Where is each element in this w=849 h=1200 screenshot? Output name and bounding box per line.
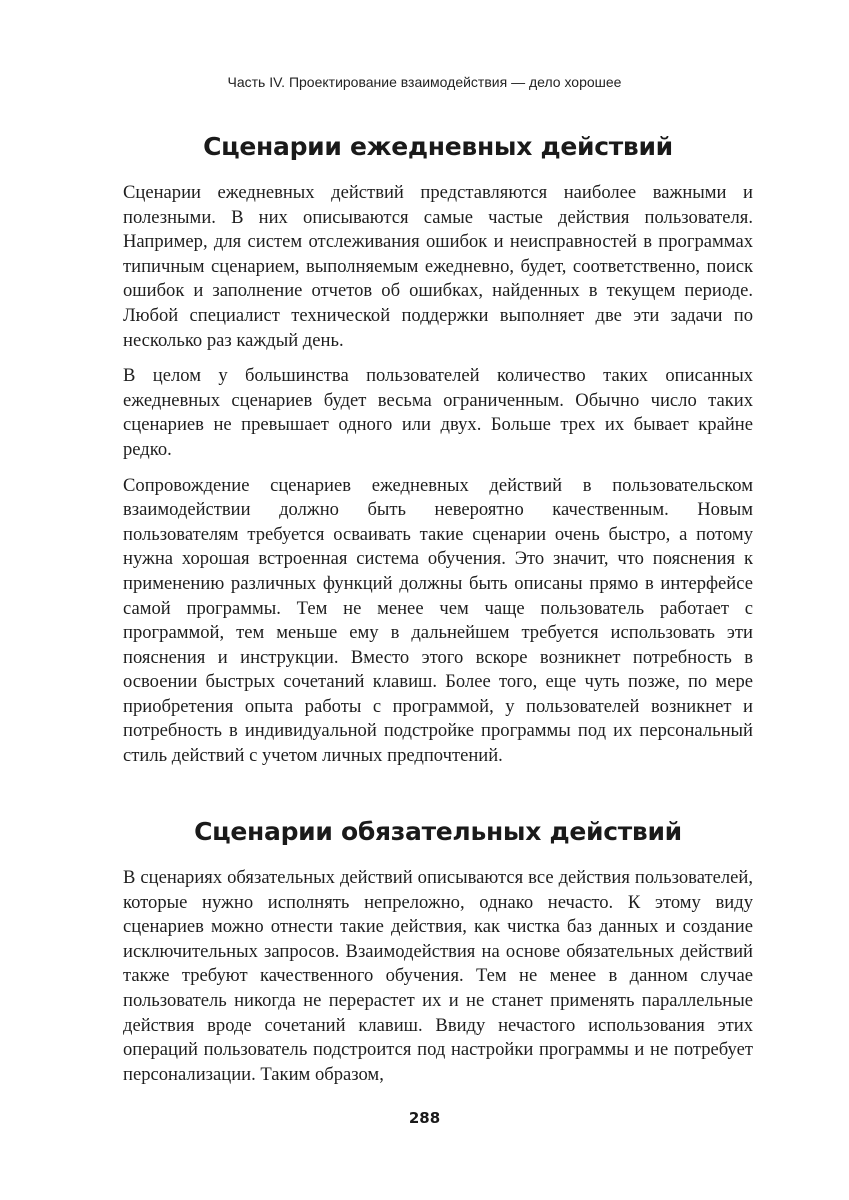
page-number: 288 [408,1109,441,1127]
section-body [123,866,753,1087]
paragraph: Сопровождение сценариев ежедневных действий в пользовательском взаимодействии должно быть невероятно качественным. Новым пользователям требуется осваивать такие сценарии очень быстро, а потому нужна хорошая встроенная система обучения. Это значит, что пояснения к применению различных функций должны быть описаны прямо в интерфейсе самой программы. Тем не менее чем чаще пользователь работает с программой, тем меньше ему в дальнейшем требуется использовать эти пояснения и инструкции. Вместо этого вскоре возникнет потребность в освоении быстрых сочетаний клавиш. Более того, еще чуть позже, по мере приобретения опыта работы с программой, у пользователей возникнет и потребность в индивидуальной подстройке программы под их персональный стиль действий с учетом личных предпочтений. [123,474,753,767]
section-heading: Сценарии ежедневных действий [203,132,673,161]
section-mandatory-scenarios [123,812,753,1098]
section-body [123,181,753,769]
paragraph: Сценарии ежедневных действий представляются наиболее важными и полезными. В них описываются самые частые действия пользователя. Например, для систем отслеживания ошибок и неисправностей в программах типичным сценарием, выполняемым ежедневно, будет, соответственно, поиск ошибок и заполнение отчетов об ошибках, найденных в текущем периоде. Любой специалист технической поддержки выполняет две эти задачи по несколько раз каждый день. [123,182,753,351]
paragraph: В целом у большинства пользователей количество таких описанных ежедневных сценариев будет весьма ограниченным. Обычно число таких сценариев не превышает одного или двух. Больше трех их бывает крайне редко. [123,365,753,460]
section-daily-scenarios [123,127,753,780]
paragraph: В сценариях обязательных действий описываются все действия пользователей, которые нужно исполнять непреложно, однако нечасто. К этому виду сценариев можно отнести такие действия, как чистка баз данных и создание исключительных запросов. Взаимодействия на основе обязательных действий также требуют качественного обучения. Тем не менее в данном случае пользователь никогда не перерастет их и не станет применять параллельные действия вроде сочетаний клавиш. Ввиду нечастого использования этих операций пользователь подстроится под настройки программы и не потребует персонализации. Таким образом, [123,867,753,1085]
running-header: Часть IV. Проектирование взаимодействия — дело хорошее [227,74,622,90]
section-heading: Сценарии обязательных действий [194,817,682,846]
